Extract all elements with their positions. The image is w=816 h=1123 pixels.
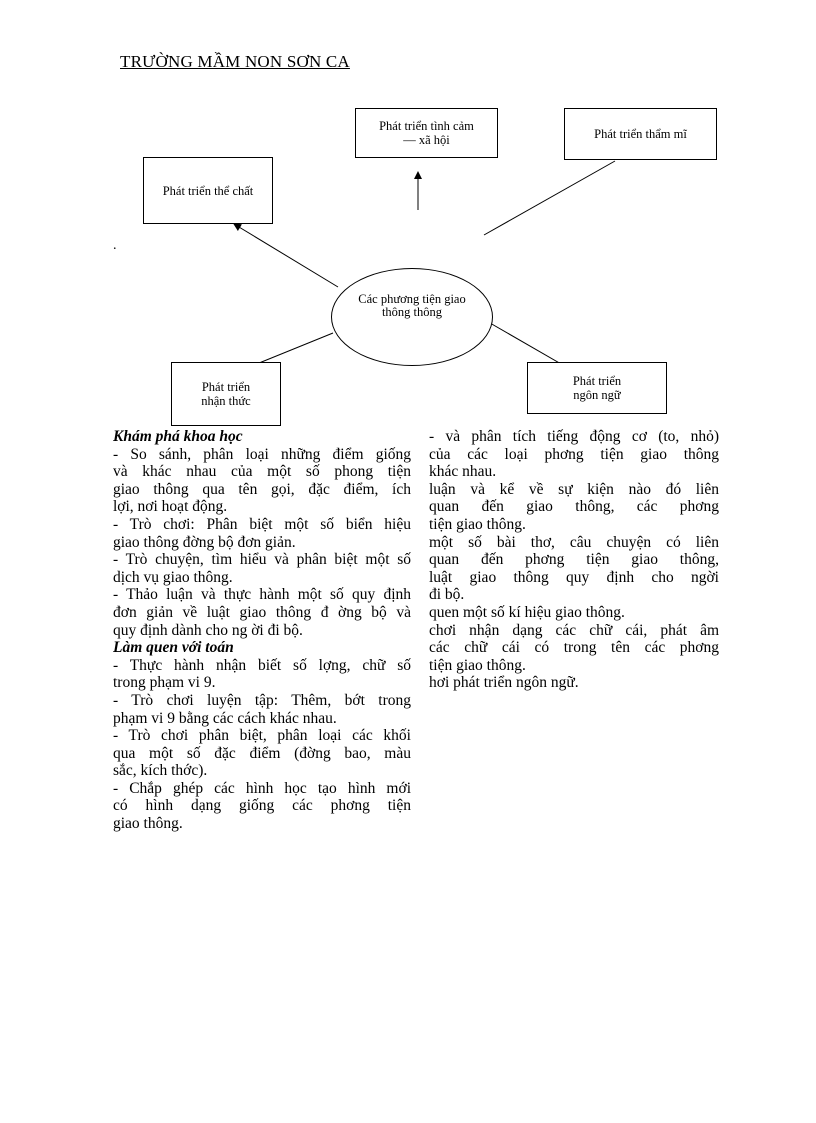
text-line: quen một số kí hiệu giao thông. — [429, 603, 625, 621]
node-social-label: Phát triển tình cảm — xã hội — [379, 119, 474, 147]
node-aesthetic-label: Phát triển thẩm mĩ — [594, 127, 687, 141]
text-line: giao thông. — [113, 815, 183, 833]
node-cognitive-label: Phát triển nhận thức — [201, 380, 251, 408]
left-text-column — [113, 428, 411, 833]
text-line: tiện giao thông. — [429, 515, 526, 533]
text-line: quan đến phơng tiện giao thông, — [429, 551, 719, 569]
text-line: - Trò chơi luyện tập: Thêm, bớt trong — [113, 691, 411, 709]
text-line: - Chắp ghép các hình học tạo hình mới — [113, 779, 411, 797]
text-line: luật giao thông quy định cho ngời — [429, 568, 719, 586]
line-to-aesthetic — [484, 161, 615, 235]
right-text-column — [429, 428, 719, 692]
text-line: qua một số đặc điểm (đờng bao, màu — [113, 744, 411, 762]
text-line: - Thực hành nhận biết số lợng, chữ số — [113, 656, 411, 674]
node-physical-label: Phát triển thể chất — [162, 183, 254, 198]
text-line: - So sánh, phân loại những điểm giống — [113, 445, 411, 463]
text-line: quan đến giao thông, các phơng — [429, 498, 719, 516]
node-physical — [143, 157, 273, 224]
text-line: giao thông đờng bộ đơn giản. — [113, 533, 296, 551]
text-line: và khác nhau của một số phong tiện — [113, 463, 411, 481]
text-line: - Trò chơi phân biệt, phân loại các khối — [113, 727, 411, 745]
stray-mark: . — [113, 238, 117, 253]
arrow-to-physical — [234, 224, 338, 287]
node-aesthetic — [564, 108, 717, 160]
node-language — [527, 362, 667, 414]
text-line: trong phạm vi 9. — [113, 674, 216, 692]
text-line: - Trò chuyện, tìm hiểu và phân biệt một số — [113, 551, 411, 569]
school-title: TRƯỜNG MẦM NON SƠN CA — [120, 52, 350, 71]
text-line: - và phân tích tiếng động cơ (to, nhỏ) — [429, 428, 719, 445]
text-line: các chữ cái có trong tên các phơng — [429, 639, 719, 657]
text-line: phạm vi 9 bằng các cách khác nhau. — [113, 709, 337, 727]
node-cognitive — [171, 362, 281, 426]
section-heading: Khám phá khoa học — [113, 428, 243, 445]
section-heading: Làm quen với toán — [113, 639, 234, 657]
text-line: hơi phát triển ngôn ngữ. — [429, 674, 579, 692]
text-line: một số bài thơ, câu chuyện có liên — [429, 533, 719, 551]
node-language-label: Phát triển ngôn ngữ — [572, 374, 622, 402]
text-line: - Thảo luận và thực hành một số quy định — [113, 586, 411, 604]
text-line: giao thông qua tên gọi, đặc điểm, ích — [113, 480, 411, 498]
text-line: chơi nhận dạng các chữ cái, phát âm — [429, 621, 719, 639]
text-line: lợi, nơi hoạt động. — [113, 498, 228, 516]
node-social-emotional — [355, 108, 498, 158]
text-line: luận và kể về sự kiện nào đó liên — [429, 480, 719, 498]
text-line: có hình dạng giống các phơng tiện — [113, 797, 411, 815]
text-line: - Trò chơi: Phân biệt một số biển hiệu — [113, 515, 411, 533]
center-topic-label: Các phương tiện giao thông thông — [358, 292, 466, 319]
text-line: quy định dành cho ng ời đi bộ. — [113, 621, 303, 639]
text-line: dịch vụ giao thông. — [113, 568, 233, 586]
text-line: của các loại phơng tiện giao thông — [429, 445, 719, 463]
text-line: tiện giao thông. — [429, 656, 526, 674]
text-line: sắc, kích thớc). — [113, 762, 208, 780]
text-line: khác nhau. — [429, 463, 497, 481]
text-line: đơn giản về luật giao thông đ ờng bộ và — [113, 603, 411, 621]
center-topic — [331, 268, 493, 366]
text-line: đi bộ. — [429, 586, 465, 604]
